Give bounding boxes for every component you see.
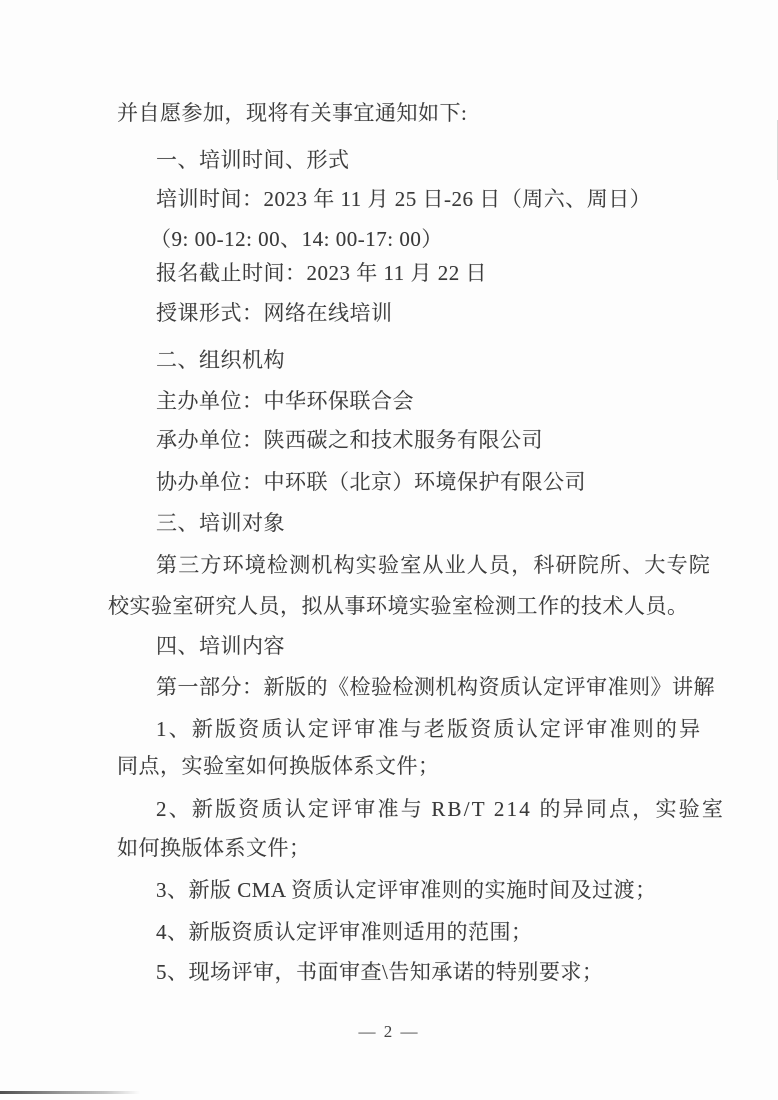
item-1-line-1: 1、新版资质认定评审准与老版资质认定评审准则的异 xyxy=(156,717,703,741)
scan-artifact-line xyxy=(0,1091,140,1094)
co-organizer-line: 协办单位：中环联（北京）环境保护有限公司 xyxy=(156,470,586,494)
item-4-line: 4、新版资质认定评审准则适用的范围； xyxy=(156,920,533,944)
section-4-heading: 四、培训内容 xyxy=(156,634,285,658)
item-3-line: 3、新版 CMA 资质认定评审准则的实施时间及过渡； xyxy=(156,878,657,902)
training-hours-line: （9: 00-12: 00、14: 00-17: 00） xyxy=(150,227,443,251)
section-1-heading: 一、培训时间、形式 xyxy=(156,148,350,172)
training-time-line: 培训时间：2023 年 11 月 25 日-26 日（周六、周日） xyxy=(156,187,652,211)
part-1-heading: 第一部分：新版的《检验检测机构资质认定评审准则》讲解 xyxy=(156,675,715,699)
page-number: — 2 — xyxy=(358,1022,420,1041)
item-2-line-2: 如何换版体系文件； xyxy=(117,836,311,860)
intro-continuation-line: 并自愿参加，现将有关事宜通知如下: xyxy=(117,101,468,125)
organizer-line: 承办单位：陕西碳之和技术服务有限公司 xyxy=(156,428,543,452)
item-1-line-2: 同点，实验室如何换版体系文件； xyxy=(117,754,440,778)
item-5-line: 5、现场评审，书面审查\告知承诺的特别要求； xyxy=(156,960,604,984)
teaching-format-line: 授课形式：网络在线培训 xyxy=(156,301,393,325)
audience-line-1: 第三方环境检测机构实验室从业人员，科研院所、大专院 xyxy=(156,553,711,577)
registration-deadline-line: 报名截止时间：2023 年 11 月 22 日 xyxy=(156,261,487,285)
audience-line-2: 校实验室研究人员，拟从事环境实验室检测工作的技术人员。 xyxy=(108,594,689,618)
item-2-line-1: 2、新版资质认定评审准与 RB/T 214 的异同点，实验室 xyxy=(156,797,726,821)
section-2-heading: 二、组织机构 xyxy=(156,348,285,372)
host-organization-line: 主办单位：中华环保联合会 xyxy=(156,389,414,413)
section-3-heading: 三、培训对象 xyxy=(156,511,285,535)
